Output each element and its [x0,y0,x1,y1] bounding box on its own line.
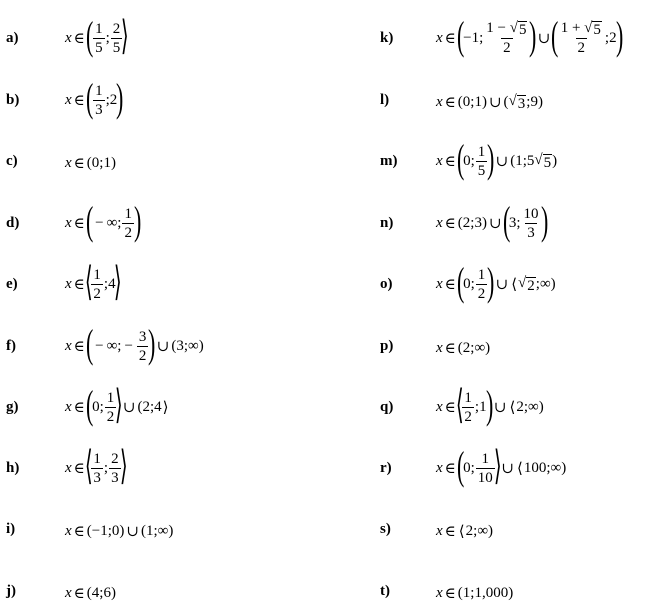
infinity: ∞ [550,459,562,476]
var-x: x [65,214,72,231]
union-symbol: ∪ [537,30,551,47]
in-symbol: ∈ [73,523,85,540]
label-j: j) [6,583,16,599]
separator: ; [526,93,531,110]
paren-left: ( [456,443,465,488]
paren-right: ) [561,459,567,476]
paren-left: ( [85,75,94,120]
paren-left: ( [137,398,143,415]
expr-k [436,13,623,58]
minus: − [124,337,133,354]
value: 1 [474,93,482,110]
angle-left: ⟨ [516,460,523,477]
expr-s [436,511,493,551]
expr-q [436,382,544,427]
paren-right: ) [110,154,116,171]
in-symbol: ∈ [444,585,456,602]
separator: ; [149,398,155,415]
expr-n [436,198,548,243]
paren-left: ( [86,522,92,539]
value: 1 [146,522,154,539]
value: 1,000 [474,584,509,601]
infinity: ∞ [157,522,169,539]
paren-left: ( [86,584,92,601]
expr-c [65,143,116,183]
expr-a [65,13,129,58]
union-symbol: ∪ [501,460,514,477]
value: 3 [508,214,517,231]
separator: ; [522,152,527,169]
in-symbol: ∈ [73,399,85,416]
union-symbol: ∪ [488,94,502,111]
infinity: ∞ [188,337,199,354]
separator: ; [516,214,521,231]
value: 0 [463,275,471,292]
angle-left: ⟨ [509,399,516,416]
expr-i [65,511,173,551]
fraction: 1 + √ 5 2 [560,20,601,56]
in-symbol: ∈ [444,340,456,357]
value: 0 [91,154,100,171]
infinity: ∞ [477,522,489,539]
paren-right: ) [485,339,491,356]
value: 5 [526,152,535,169]
label-i: i) [6,521,16,537]
separator: ; [183,337,188,354]
paren-right: ) [487,136,495,181]
label-d: d) [6,215,20,231]
value: −1 [91,522,108,539]
union-symbol: ∪ [156,338,170,355]
value: 0 [462,93,471,110]
fraction: $\frac{1}{5}$ [95,20,103,56]
var-x: x [65,275,72,292]
union-symbol: ∪ [493,399,507,416]
value: −1 [463,29,480,46]
angle-right: ⟩ [162,399,169,416]
separator: ; [473,522,478,539]
label-g: g) [6,399,19,415]
label-e: e) [6,276,18,292]
paren-left: ( [457,584,463,601]
label-h: h) [6,460,20,476]
paren-left: ( [457,93,463,110]
paren-right: ) [119,522,125,539]
label-t: t) [380,583,390,599]
paren-right: ) [487,259,495,304]
fraction: $\frac{1}{2}$ [106,389,115,425]
var-x: x [436,339,443,356]
paren-left: ( [85,382,94,427]
separator: ; [107,522,112,539]
value: 2 [609,29,617,46]
infinity: ∞ [106,337,118,354]
label-a: a) [6,30,19,46]
in-symbol: ∈ [73,215,85,232]
label-r: r) [380,460,392,476]
paren-left: ( [457,339,463,356]
separator: ; [117,214,122,231]
separator: ; [103,459,109,476]
paren-right: ) [168,522,174,539]
paren-right: ) [552,152,558,169]
value: 3 [474,214,482,231]
label-m: m) [380,153,398,169]
infinity: ∞ [528,398,539,415]
paren-right: ) [615,13,623,58]
label-k: k) [380,30,394,46]
in-symbol: ∈ [444,153,456,170]
value: 4 [91,584,100,601]
expr-f [65,321,204,366]
in-symbol: ∈ [444,399,456,416]
value: 2 [462,214,471,231]
angle-left: ⟨ [458,523,465,540]
value: 100 [523,459,547,476]
var-x: x [436,93,443,110]
minus: − [95,214,104,231]
var-x: x [65,154,72,171]
separator: ; [523,398,528,415]
paren-left: ( [141,522,146,539]
label-n: n) [380,215,394,231]
label-f: f) [6,338,16,354]
angle-left: ⟨ [455,382,464,427]
union-symbol: ∪ [122,399,136,416]
value: 2 [516,398,524,415]
paren-right: ) [485,382,493,427]
separator: ; [470,152,475,169]
separator: ; [103,275,109,292]
paren-left: ( [503,93,509,110]
in-symbol: ∈ [444,94,456,111]
expr-o [436,259,556,304]
var-x: x [436,214,443,231]
paren-left: ( [85,13,94,58]
paren-left: ( [456,136,465,181]
fraction: $\frac{1}{10}$ [477,450,493,486]
in-symbol: ∈ [444,523,456,540]
var-x: x [436,584,443,601]
paren-right: ) [116,75,124,120]
value: 0 [92,398,100,415]
var-x: x [436,152,443,169]
var-x: x [436,522,443,539]
paren-right: ) [538,398,544,415]
fraction: $\frac{1}{2}$ [464,389,472,425]
paren-right: ) [110,584,116,601]
infinity: ∞ [106,214,118,231]
separator: ; [604,29,610,46]
paren-left: ( [502,198,510,243]
var-x: x [65,29,72,46]
fraction: $\frac{1}{5}$ [477,143,486,179]
separator: ; [535,275,540,292]
value: 2 [109,91,118,108]
label-o: o) [380,276,393,292]
in-symbol: ∈ [444,460,456,477]
paren-right: ) [508,584,514,601]
label-l: l) [380,92,390,108]
separator: ; [105,29,110,46]
separator: ; [99,584,104,601]
paren-right: ) [540,198,548,243]
paren-right: ) [537,93,543,110]
value: 0 [463,459,471,476]
fraction: $\frac{3}{2}$ [138,328,147,364]
angle-right: ⟩ [493,443,502,488]
paren-right: ) [529,13,537,58]
angle-left: ⟨ [84,443,93,488]
union-symbol: ∪ [488,215,502,232]
separator: ; [105,91,110,108]
paren-left: ( [457,214,463,231]
fraction: $\frac{10}{3}$ [523,205,539,241]
in-symbol: ∈ [73,460,85,477]
value: 4 [108,275,116,292]
var-x: x [436,398,443,415]
separator: ; [546,459,551,476]
paren-right: ) [488,522,494,539]
angle-right: ⟩ [121,13,129,58]
var-x: x [436,275,443,292]
angle-left: ⟨ [84,259,93,304]
value: 1 [462,584,471,601]
paren-left: ( [85,321,94,366]
in-symbol: ∈ [444,30,456,47]
angle-right: ⟩ [115,382,123,427]
var-x: x [65,522,72,539]
var-x: x [65,398,72,415]
separator: ; [470,93,475,110]
separator: ; [99,154,104,171]
in-symbol: ∈ [73,155,85,172]
label-b: b) [6,92,20,108]
separator: ; [470,214,475,231]
paren-left: ( [456,13,465,58]
value: 1 [103,154,111,171]
fraction: $\frac{1}{3}$ [93,450,101,486]
infinity: ∞ [539,275,551,292]
fraction: $\frac{2}{5}$ [112,20,121,56]
label-s: s) [380,521,391,537]
paren-right: ) [198,337,204,354]
paren-right: ) [481,93,487,110]
value: 2 [465,522,474,539]
value: 3 [176,337,184,354]
in-symbol: ∈ [73,585,85,602]
fraction: 1 − √ 5 2 [486,20,527,56]
paren-left: ( [551,13,559,58]
fraction: $\frac{1}{3}$ [95,82,103,118]
fraction: $\frac{1}{2}$ [93,266,101,302]
paren-left: ( [171,337,177,354]
var-x: x [65,91,72,108]
value: 2 [462,339,471,356]
value: 9 [530,93,538,110]
value: 4 [154,398,162,415]
separator: ; [470,584,475,601]
expr-t [436,573,513,613]
paren-left: ( [85,198,94,243]
in-symbol: ∈ [444,276,456,293]
expr-h [65,443,128,488]
sqrt: √ 5 [534,151,552,171]
separator: ; [99,398,104,415]
expr-p [436,328,490,368]
sqrt: √ 2 [518,274,535,294]
paren-right: ) [550,275,556,292]
infinity: ∞ [474,339,486,356]
expr-d [65,198,142,243]
paren-right: ) [133,198,142,243]
angle-right: ⟩ [113,259,122,304]
expr-r [436,443,567,488]
var-x: x [436,29,443,46]
separator: ; [470,339,475,356]
paren-right: ) [481,214,487,231]
expr-b [65,75,124,120]
separator: ; [470,459,475,476]
separator: ; [474,398,480,415]
separator: ; [153,522,158,539]
union-symbol: ∪ [495,276,509,293]
in-symbol: ∈ [73,338,85,355]
value: 2 [142,398,150,415]
paren-left: ( [456,259,465,304]
var-x: x [65,584,72,601]
in-symbol: ∈ [73,30,85,47]
in-symbol: ∈ [73,276,85,293]
sqrt: √ 3 [508,92,526,112]
angle-right: ⟩ [119,443,128,488]
paren-left: ( [510,152,516,169]
minus: − [95,337,104,354]
separator: ; [117,337,122,354]
expr-e [65,259,122,304]
expr-g [65,382,170,427]
value: 0 [463,152,471,169]
expr-l [436,82,543,122]
var-x: x [65,459,72,476]
paren-right: ) [148,321,156,366]
value: 1 [479,398,487,415]
angle-left: ⟨ [511,276,518,293]
expr-j [65,573,116,613]
union-symbol: ∪ [495,153,509,170]
value: 1 [515,152,523,169]
union-symbol: ∪ [126,523,139,540]
in-symbol: ∈ [73,92,85,109]
fraction: $\frac{1}{2}$ [477,266,486,302]
paren-left: ( [86,154,92,171]
separator: ; [479,29,484,46]
fraction: $\frac{1}{2}$ [124,205,132,241]
expr-m [436,136,558,181]
in-symbol: ∈ [444,215,456,232]
separator: ; [470,275,475,292]
value: 0 [111,522,120,539]
label-q: q) [380,399,394,415]
var-x: x [65,337,72,354]
var-x: x [436,459,443,476]
value: 6 [103,584,111,601]
label-p: p) [380,338,394,354]
label-c: c) [6,153,18,169]
fraction: $\frac{2}{3}$ [111,450,119,486]
